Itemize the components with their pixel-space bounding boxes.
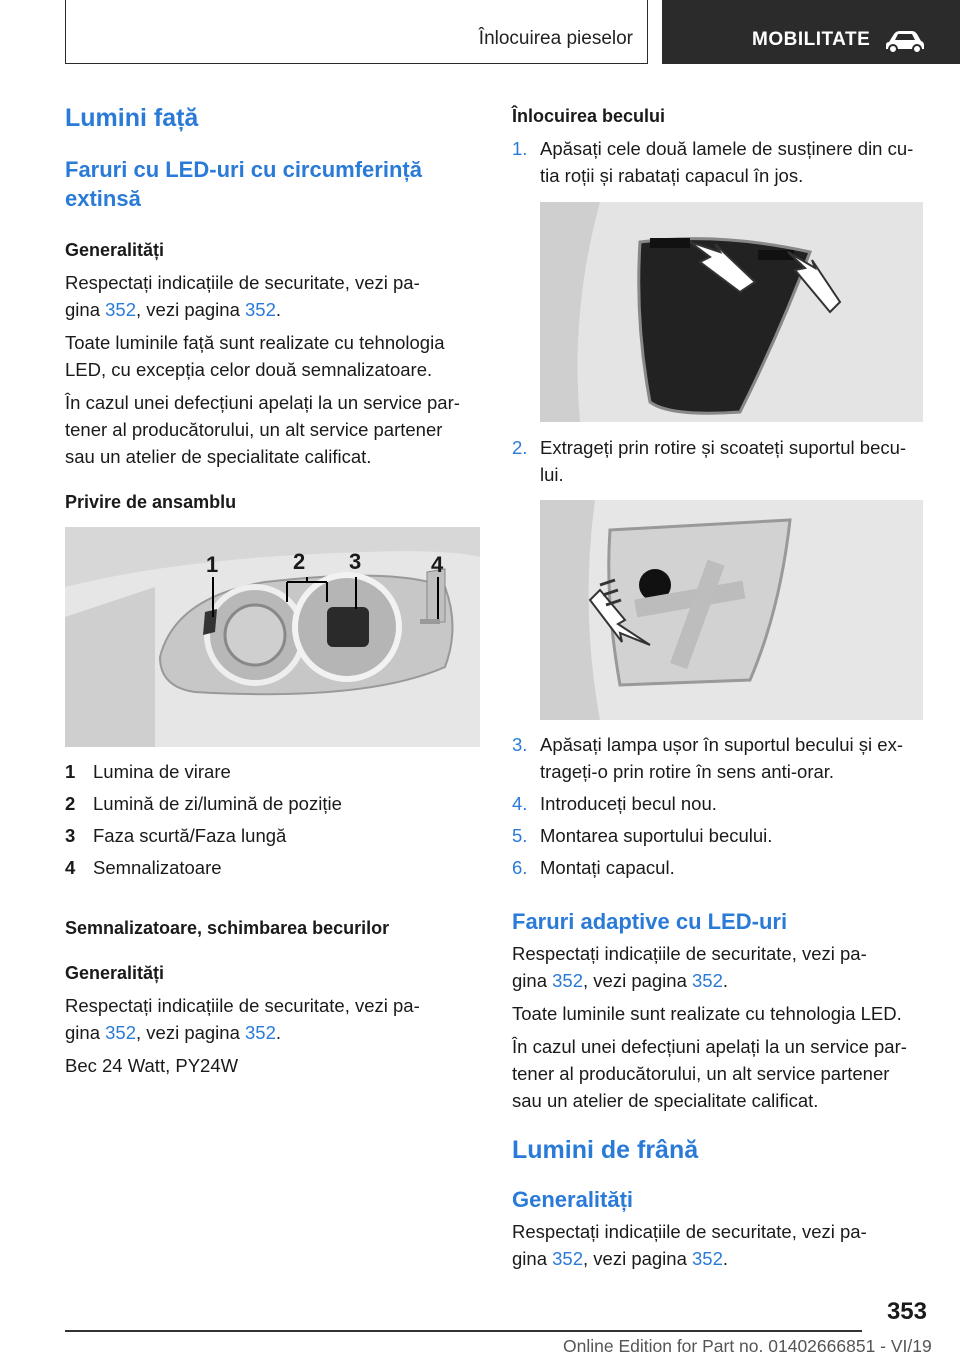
legend-item: 2 Lumină de zi/lumină de poziție <box>65 793 342 814</box>
page-link[interactable]: 352 <box>105 299 136 320</box>
step-item: 3. Apăsați lampa ușor în suportul becului și ex- trageți-o prin rotire în sens anti-orar. <box>512 734 903 782</box>
bulb-spec: Bec 24 Watt, PY24W <box>65 1055 239 1076</box>
footer-divider <box>65 1330 862 1332</box>
page-link[interactable]: 352 <box>245 299 276 320</box>
step-item: 5. Montarea suportului becului. <box>512 825 773 846</box>
step-item: 1. Apăsați cele două lamele de susținere din cu- tia roții și rabatați capacul în jos. <box>512 138 914 186</box>
safety-note: Respectați indicațiile de securitate, vezi pa- gina 352, vezi pagina 352. <box>65 995 420 1043</box>
adaptive-led-paragraph: Toate luminile sunt realizate cu tehnologia LED. <box>512 1003 902 1024</box>
legend-item: 3 Faza scurtă/Faza lungă <box>65 825 287 846</box>
callout-1: 1 <box>206 552 219 577</box>
cover-image <box>540 202 923 422</box>
header-category-label: MOBILITATE <box>752 29 871 50</box>
header-section-title: Înlocuirea pieselor <box>478 28 633 49</box>
led-paragraph: Toate luminile față sunt realizate cu tehnologia LED, cu excepția celor două semnalizatoare. <box>65 332 445 380</box>
section-title: Lumini față <box>65 104 199 132</box>
safety-note: Respectați indicațiile de securitate, vezi pa- gina 352, vezi pagina 352. <box>65 272 420 320</box>
callout-4: 4 <box>431 552 444 577</box>
general-heading: Generalități <box>65 963 165 983</box>
callout-3: 3 <box>349 549 362 574</box>
general-heading: Generalități <box>65 240 165 260</box>
page-link[interactable]: 352 <box>552 1248 583 1269</box>
legend-item: 4 Semnalizatoare <box>65 857 222 878</box>
page-link[interactable]: 352 <box>245 1022 276 1043</box>
service-paragraph: În cazul unei defecțiuni apelați la un service par- tener al producătorului, un alt service partener sau un atelier de specialitate calificat. <box>65 392 460 467</box>
step-item: 2. Extrageți prin rotire și scoateți suportul becu- lui. <box>512 437 907 485</box>
signal-heading: Semnalizatoare, schimbarea becurilor <box>65 918 390 938</box>
replace-heading: Înlocuirea becului <box>512 106 666 126</box>
page-link[interactable]: 352 <box>552 970 583 991</box>
bulb-holder-image <box>540 500 923 720</box>
subsection-title: Faruri cu LED-uri cu circumferință extinsă <box>65 157 422 211</box>
legend-item: 1 Lumina de virare <box>65 761 231 782</box>
brake-general-heading: Generalități <box>512 1187 634 1212</box>
callout-2: 2 <box>293 549 306 574</box>
step-item: 6. Montați capacul. <box>512 857 675 878</box>
edition-footer: Online Edition for Part no. 01402666851 - VI/19 <box>563 1336 932 1356</box>
page-number: 353 <box>886 1298 927 1325</box>
service-paragraph: În cazul unei defecțiuni apelați la un service par- tener al producătorului, un alt service partener sau un atelier de specialitate calificat. <box>512 1036 907 1111</box>
car-icon <box>884 28 926 54</box>
legend-list <box>65 756 480 884</box>
page-link[interactable]: 352 <box>692 970 723 991</box>
headlight-image <box>65 527 480 747</box>
header-category-tab <box>662 0 960 64</box>
callout-leader-lines <box>65 527 480 747</box>
safety-note: Respectați indicațiile de securitate, vezi pa- gina 352, vezi pagina 352. <box>512 943 867 991</box>
safety-note: Respectați indicațiile de securitate, vezi pa- gina 352, vezi pagina 352. <box>512 1221 867 1269</box>
page-link[interactable]: 352 <box>692 1248 723 1269</box>
adaptive-heading: Faruri adaptive cu LED-uri <box>512 909 788 934</box>
header-section-box <box>65 0 648 64</box>
brake-heading: Lumini de frână <box>512 1136 699 1164</box>
step-item: 4. Introduceți becul nou. <box>512 793 717 814</box>
page-link[interactable]: 352 <box>105 1022 136 1043</box>
overview-heading: Privire de ansamblu <box>65 492 237 512</box>
